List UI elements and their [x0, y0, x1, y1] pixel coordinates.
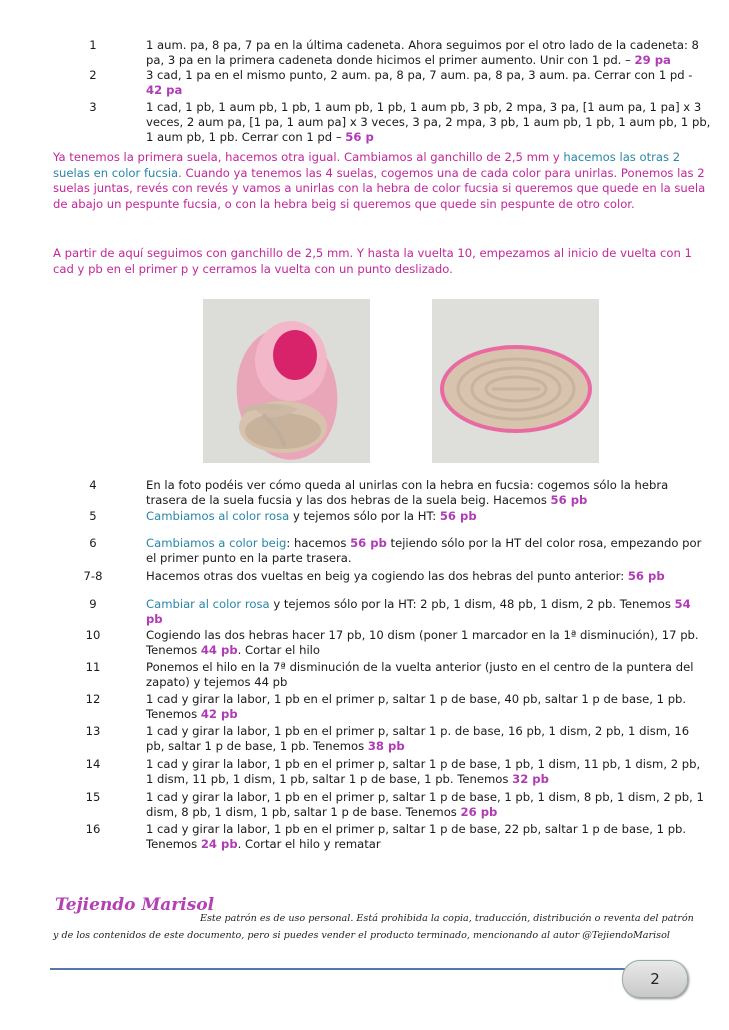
row-text	[146, 724, 711, 754]
row-number: 13	[85, 724, 101, 738]
instructions-paragraph: A partir de aquí seguimos con ganchillo de 2,5 mm. Y hasta la vuelta 10, empezamos al inicio de vuelta con 1 cad y pb en el primer p y cerramos la vuelta con un punto deslizado.	[53, 246, 692, 276]
text-segment: . Cuando ya tenemos las 4 suelas, cogemos una de cada color para unirlas. Ponemos las 2 suelas juntas, revés con revés y vamos a unirlas con la hebra de color fucsia si queremos que quede en la suela de abajo un pespunte fucsia, o con la hebra beig si queremos que quede sin pespunte de otro color.	[53, 165, 706, 211]
text-segment: Ponemos el hilo en la 7ª disminución de la vuelta anterior (justo en el centro de la puntera del zapato) y tejemos 44 pb	[146, 660, 694, 689]
row-text	[146, 790, 711, 820]
page-number-badge: 2	[622, 960, 688, 998]
sole-photo	[432, 299, 599, 463]
copyright-line-2: y de los contenidos de este documento, pero si puedes vender el producto terminado, mencionando al autor @TejiendoMarisol	[53, 930, 670, 941]
text-segment: 1 cad, 1 pb, 1 aum pb, 1 pb, 1 aum pb, 1 pb, 1 aum pb, 3 pb, 2 mpa, 3 pa, [1 aum pa, 1 pa] x 3 veces, 2 aum pa, [1 pa, 1 aum pa] x 3 veces, 3 pa, 2 mpa, 3 pb, 1 aum pb, 1 pb, 1 aum pb, 1 pb, 1 aum pb, 1 pb. Cerrar con 1 pd –	[146, 100, 711, 144]
row-number: 15	[85, 790, 101, 804]
text-segment: Cogiendo las dos hebras hacer 17 pb, 10 dism (poner 1 marcador en la 1ª disminución), 17 pb. Tenemos	[146, 628, 699, 657]
text-segment: 1 cad y girar la labor, 1 pb en el primer p, saltar 1 p de base, 40 pb, saltar 1 p de base, 1 pb. Tenemos	[146, 692, 687, 721]
row-number: 2	[89, 68, 97, 82]
row-text	[146, 822, 711, 852]
highlight-text: Cambiar al color rosa	[146, 597, 270, 611]
footer-divider	[50, 968, 630, 970]
text-segment: 1 aum. pa, 8 pa, 7 pa en la última cadeneta. Ahora seguimos por el otro lado de la cadeneta: 8 pa, 3 pa en la primera cadeneta donde hicimos el primer aumento. Unir con 1 pd. –	[146, 38, 699, 67]
row-text	[146, 569, 711, 584]
text-segment: Hacemos otras dos vueltas en beig ya cogiendo las dos hebras del punto anterior:	[146, 569, 628, 583]
row-number: 9	[89, 597, 97, 611]
bootie-photo	[203, 299, 370, 463]
row-number: 4	[89, 478, 97, 492]
bootie-illustration	[203, 299, 370, 463]
text-segment: 1 cad y girar la labor, 1 pb en el primer p, saltar 1 p de base, 22 pb, saltar 1 p de base, 1 pb. Tenemos	[146, 822, 687, 851]
sole-illustration	[432, 299, 599, 463]
row-number: 6	[89, 536, 97, 550]
highlight-text: 54 pb	[146, 597, 691, 626]
row-number: 16	[85, 822, 101, 836]
highlight-text: Cambiamos al color rosa	[146, 509, 290, 523]
text-segment: y tejemos sólo por la HT: 2 pb, 1 dism, 48 pb, 1 dism, 2 pb. Tenemos	[269, 597, 675, 611]
highlight-text: 26 pb	[460, 805, 498, 819]
highlight-text: 56 pb	[550, 493, 588, 507]
row-text	[146, 628, 711, 658]
copyright-line-1: Este patrón es de uso personal. Está prohibida la copia, traducción, distribución o reventa del patrón	[200, 913, 694, 924]
highlight-text: 24 pb	[200, 837, 238, 851]
row-number: 3	[89, 100, 97, 114]
text-segment: 1 cad y girar la labor, 1 pb en el primer p, saltar 1 p de base, 1 pb, 1 dism, 8 pb, 1 dism, 2 pb, 1 dism, 8 pb, 1 dism, 1 pb, saltar 1 p de base. Tenemos	[146, 790, 704, 819]
highlight-text: 32 pb	[512, 772, 549, 786]
text-segment: tejiendo sólo por la HT del color rosa, empezando por el primer punto en la parte trasera.	[146, 536, 702, 565]
highlight-text: 56 pb	[350, 536, 387, 550]
row-number: 5	[89, 509, 97, 523]
text-segment: y tejemos sólo por la HT:	[289, 509, 440, 523]
row-text	[146, 757, 711, 787]
row-number: 10	[85, 628, 101, 642]
highlight-text: 56 pb	[627, 569, 665, 583]
brand-logo: Tejiendo Marisol	[55, 895, 215, 915]
highlight-text: 44 pb	[200, 643, 238, 657]
row-text	[146, 100, 711, 145]
text-segment: 1 cad y girar la labor, 1 pb en el primer p, saltar 1 p. de base, 16 pb, 1 dism, 2 pb, 1 dism, 16 pb, saltar 1 p de base, 1 pb. Tenemos	[146, 724, 690, 753]
text-segment: . Cortar el hilo	[237, 643, 320, 657]
highlight-text: 56 pb	[439, 509, 477, 523]
row-text	[146, 660, 711, 690]
row-number: 7-8	[83, 569, 103, 583]
row-text	[146, 38, 711, 68]
highlight-text: 42 pa	[146, 83, 183, 97]
highlight-text: Cambiamos a color beig	[146, 536, 287, 550]
text-segment: 3 cad, 1 pa en el mismo punto, 2 aum. pa, 8 pa, 7 aum. pa, 8 pa, 3 aum. pa. Cerrar con 1 pd -	[146, 68, 693, 82]
row-text	[146, 478, 711, 508]
row-number: 14	[85, 757, 101, 771]
highlight-text: 29 pa	[634, 53, 671, 67]
highlight-text: hacemos las otras 2 suelas en color fucsia	[53, 150, 681, 180]
text-segment: 1 cad y girar la labor, 1 pb en el primer p, saltar 1 p de base, 1 pb, 1 dism, 11 pb, 1 dism, 2 pb, 1 dism, 11 pb, 1 dism, 1 pb, saltar 1 p de base, 1 pb. Tenemos	[146, 757, 701, 786]
row-text	[146, 597, 711, 627]
row-text	[146, 509, 711, 524]
row-text	[146, 692, 711, 722]
row-number: 11	[85, 660, 101, 674]
text-segment: Ya tenemos la primera suela, hacemos otra igual. Cambiamos al ganchillo de 2,5 mm y	[53, 150, 564, 164]
joining-soles-paragraph	[53, 150, 708, 212]
highlight-text: 42 pb	[200, 707, 238, 721]
text-segment: . Cortar el hilo y rematar	[237, 837, 381, 851]
text-segment: En la foto podéis ver cómo queda al unirlas con la hebra en fucsia: cogemos sólo la hebra trasera de la suela fucsia y las dos hebras de la suela beig. Hacemos	[146, 478, 669, 507]
row-text	[146, 68, 711, 98]
text-segment: : hacemos	[286, 536, 351, 550]
row-number: 1	[89, 38, 97, 52]
row-text	[146, 536, 711, 566]
highlight-text: 56 p	[345, 130, 374, 144]
row-number: 12	[85, 692, 101, 706]
highlight-text: 38 pb	[367, 739, 405, 753]
